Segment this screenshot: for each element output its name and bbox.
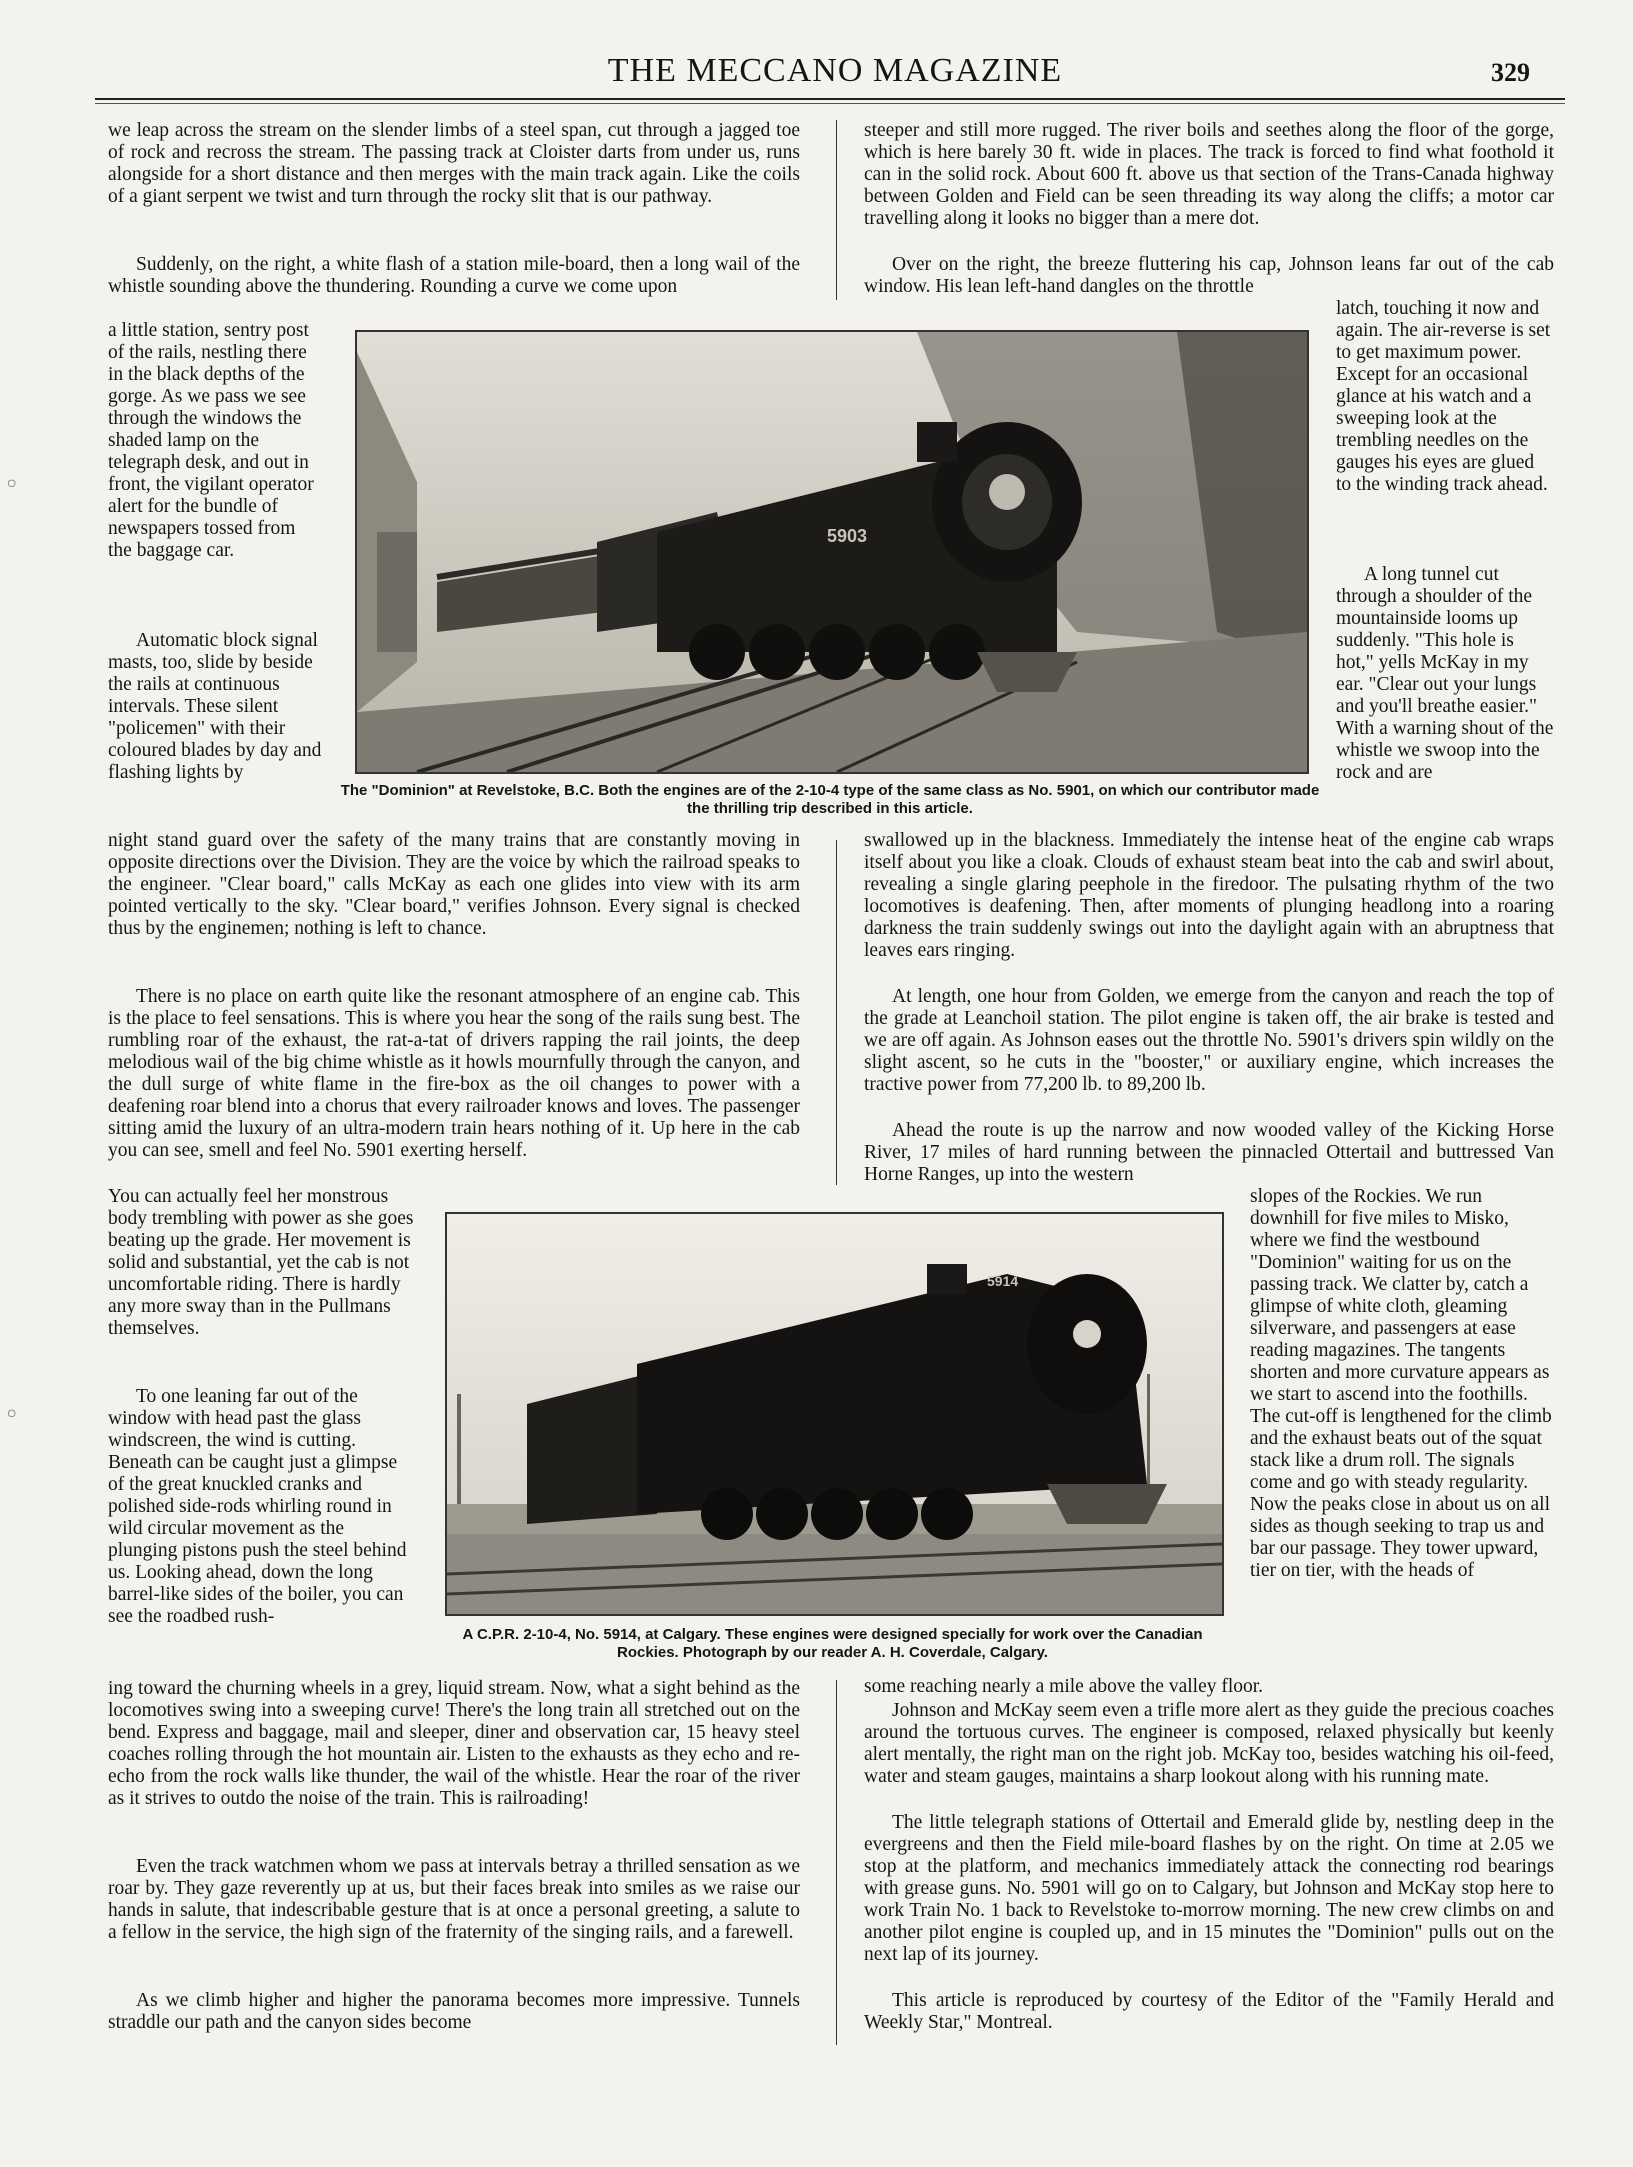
article-paragraph: swallowed up in the blackness. Immediately the intense heat of the engine cab wraps itself about you like a cloak. Clouds of exhaust steam beat into the cab and swirl about, revealing a single glaring peephole in the firedoor. The pulsating rhythm of the two locomotives is deafening. Then, after moments of plunging headlong into a roaring darkness the train suddenly swings out into the daylight again with an abruptness that leaves ears ringing. (864, 830, 1554, 961)
photo-cpr-5914-calgary (445, 1212, 1224, 1616)
column-divider (836, 120, 837, 300)
column-divider (836, 1680, 837, 2045)
article-paragraph: Over on the right, the breeze fluttering his cap, Johnson leans far out of the cab window. His lean left-hand dangles on the throttle (864, 254, 1554, 297)
article-paragraph: latch, touching it now and again. The air-reverse is set to get maximum power. Except for an occasional glance at his watch and a sweeping look at the trembling needles on the gauges his eyes are glued to the winding track ahead. (1336, 298, 1551, 495)
header-rule (95, 98, 1565, 100)
article-paragraph: Suddenly, on the right, a white flash of a station mile-board, then a long wail of the whistle sounding above the thundering. Rounding a curve we come upon (108, 254, 800, 297)
locomotive-photo-illustration (447, 1214, 1222, 1614)
article-paragraph: You can actually feel her monstrous body trembling with power as she goes beating up the grade. Her movement is solid and substantial, yet the cab is not uncomfortable riding. There is hardly any more sway than in the Pullmans themselves. (108, 1186, 414, 1339)
column-divider (836, 840, 837, 1185)
photo-caption: A C.P.R. 2-10-4, No. 5914, at Calgary. These engines were designed specially for work over the Canadian Rockies. Photograph by our reader A. H. Coverdale, Calgary. (462, 1626, 1203, 1661)
page-number: 329 (1491, 58, 1530, 87)
header-rule-thin (95, 103, 1565, 104)
article-paragraph: a little station, sentry post of the rails, nestling there in the black depths of the gorge. As we pass we see through the windows the shaded lamp on the telegraph desk, and out in front, the vigilant operator alert for the bundle of newspapers tossed from the baggage car. (108, 320, 314, 561)
article-paragraph: ing toward the churning wheels in a grey, liquid stream. Now, what a sight behind as the locomotives swing into a sweeping curve! There's the long train all stretched out on the bend. Express and baggage, mail and sleeper, diner and observation car, 15 heavy steel coaches rolling through the hot mountain air. Listen to the exhausts as they echo and re-echo from the rock walls like thunder, the wail of the whistle. Hear the roar of the river as it strives to outdo the noise of the train. This is railroading! (108, 1678, 800, 1809)
article-paragraph: Johnson and McKay seem even a trifle more alert as they guide the precious coaches around the tortuous curves. The engineer is composed, relaxed physically but keenly alert mentally, the right man on the right job. McKay too, besides watching his oil-feed, water and steam gauges, maintains a sharp lookout along with his running mate. (864, 1700, 1554, 1787)
margin-mark: ◦ (4, 470, 20, 500)
locomotive-photo-illustration (357, 332, 1307, 772)
magazine-title: THE MECCANO MAGAZINE (607, 52, 1063, 89)
engine-number: 5914 (987, 1273, 1019, 1289)
article-paragraph: Automatic block signal masts, too, slide by beside the rails at continuous intervals. These silent "policemen" with their coloured blades by day and flashing lights by (108, 630, 322, 783)
article-paragraph: At length, one hour from Golden, we emerge from the canyon and reach the top of the grade at Leanchoil station. The pilot engine is taken off, the air brake is tested and we are off again. As Johnson eases out the throttle No. 5901's drivers spin wildly on the slight ascent, so he cuts in the "booster," or auxiliary engine, which increases the tractive power from 77,200 lb. to 89,200 lb. (864, 986, 1554, 1095)
article-paragraph: Ahead the route is up the narrow and now wooded valley of the Kicking Horse River, 17 miles of hard running between the pinnacled Ottertail and buttressed Van Horne Ranges, up into the western (864, 1120, 1554, 1185)
article-paragraph: we leap across the stream on the slender limbs of a steel span, cut through a jagged toe of rock and recross the stream. The passing track at Cloister darts from under us, runs alongside for a short distance and then merges with the main track again. Like the coils of a giant serpent we twist and turn through the rocky slit that is our pathway. (108, 120, 800, 207)
article-paragraph: some reaching nearly a mile above the valley floor. (864, 1676, 1264, 1697)
article-paragraph: There is no place on earth quite like the resonant atmosphere of an engine cab. This is the place to feel sensations. This is where you hear the song of the rails sung best. The rumbling roar of the exhaust, the rat-a-tat of drivers rapping the rail joints, the deep melodious wail of the big chime whistle as it howls mournfully through the canyon, and the dull surge of white flame in the fire-box as the oil changes to power with a deafening roar blend into a chorus that every railroader knows and loves. The passenger sitting amid the luxury of an ultra-modern train hears nothing of it. Up here in the cab you can see, smell and feel No. 5901 exerting herself. (108, 986, 800, 1161)
article-paragraph: The little telegraph stations of Ottertail and Emerald glide by, nestling deep in the evergreens and then the Field mile-board flashes by on the right. On time at 2.05 we stop at the platform, and mechanics immediately attack the connecting rod bearings with grease guns. No. 5901 will go on to Calgary, but Johnson and McKay stop here to work Train No. 1 back to Revelstoke to-morrow morning. The new crew climbs on and another pilot engine is coupled up, and in 15 minutes the "Dominion" pulls out on the next lap of its journey. (864, 1812, 1554, 1965)
photo-caption: The "Dominion" at Revelstoke, B.C. Both the engines are of the 2-10-4 type of the same class as No. 5901, on which our contributor made the thrilling trip described in this article. (340, 782, 1320, 817)
photo-dominion-revelstoke (355, 330, 1309, 774)
article-paragraph: As we climb higher and higher the panorama becomes more impressive. Tunnels straddle our path and the canyon sides become (108, 1990, 800, 2033)
article-paragraph: This article is reproduced by courtesy of the Editor of the "Family Herald and Weekly Star," Montreal. (864, 1990, 1554, 2033)
article-paragraph: Even the track watchmen whom we pass at intervals betray a thrilled sensation as we roar by. They gaze reverently up at us, but their faces break into smiles as we raise our hands in salute, that indescribable gesture that is at once a personal greeting, a salute to a fellow in the service, the high sign of the fraternity of the singing rails, and a farewell. (108, 1856, 800, 1943)
engine-number: 5903 (827, 526, 868, 546)
article-paragraph: night stand guard over the safety of the many trains that are constantly moving in opposite directions over the Division. They are the voice by which the railroad speaks to the engineer. "Clear board," calls McKay as each one glides into view with its arm pointed vertically to the sky. "Clear board," verifies Johnson. Every signal is checked thus by the enginemen; nothing is left to chance. (108, 830, 800, 939)
article-paragraph: steeper and still more rugged. The river boils and seethes along the floor of the gorge, which is here barely 30 ft. wide in places. The track is forced to find what foothold it can in the solid rock. About 600 ft. above us that section of the Trans-Canada highway between Golden and Field can be seen threading its way along the cliffs; a motor car travelling along it looks no bigger than a mere dot. (864, 120, 1554, 229)
article-paragraph: A long tunnel cut through a shoulder of the mountainside looms up suddenly. "This hole is hot," yells McKay in my ear. "Clear out your lungs and you'll breathe easier." With a warning shout of the whistle we swoop into the rock and are (1336, 564, 1554, 783)
article-paragraph: slopes of the Rockies. We run downhill for five miles to Misko, where we find the westbound "Dominion" waiting for us on the passing track. We clatter by, catch a glimpse of white cloth, gleaming silverware, and passengers at ease reading magazines. The tangents shorten and more curvature appears as we start to ascend into the foothills. The cut-off is lengthened for the climb and the exhaust beats out of the squat stack like a drum roll. The signals come and go with steady regularity. Now the peaks close in about us on all sides as though seeking to trap us and bar our passage. They tower upward, tier on tier, with the heads of (1250, 1186, 1552, 1581)
margin-mark: ◦ (4, 1400, 20, 1430)
page-header (100, 52, 1570, 92)
article-paragraph: To one leaning far out of the window with head past the glass windscreen, the wind is cutting. Beneath can be caught just a glimpse of the great knuckled cranks and polished side-rods whirling round in wild circular movement as the plunging pistons push the steel behind us. Looking ahead, down the long barrel-like sides of the boiler, you can see the roadbed rush- (108, 1386, 407, 1627)
